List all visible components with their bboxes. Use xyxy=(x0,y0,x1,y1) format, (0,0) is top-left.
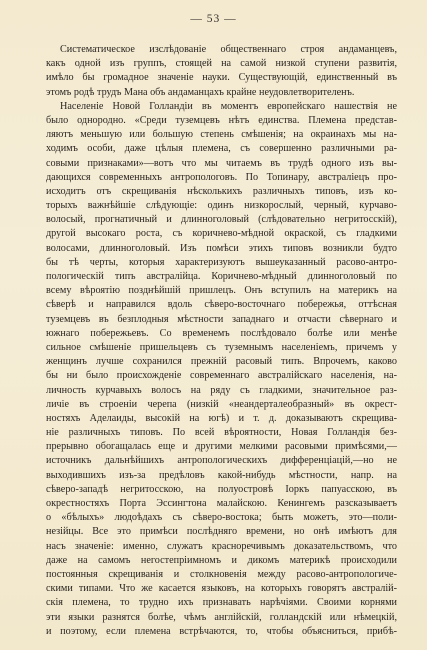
page-body xyxy=(46,43,397,639)
text-line: ляютъ меньшую или большую степень смѣшенія; на окраинахъ мы на- xyxy=(46,129,397,141)
text-line: женщинъ лучше сохранился прежній расовый типъ. Впрочемъ, каково xyxy=(46,356,397,368)
text-line: прерывно обогащалась еще и другими мелкими расовыми примѣсями,— xyxy=(46,441,397,453)
text-line: окрестностяхъ Порта Эссингтона малайскою. Кенингемъ разсказываетъ xyxy=(46,498,397,509)
text-line: исходитъ отъ скрещиванія нѣсколькихъ различныхъ типовъ, изъ ко- xyxy=(46,185,397,197)
text-line: пологическій типъ австралійца. Коричнево-мѣдный длинноголовый по xyxy=(46,271,397,282)
text-line: дающихся современныхъ антропологовъ. По Топинару, австраліецъ про- xyxy=(46,171,397,183)
text-line: о «бѣлыхъ» людоѣдахъ съ сѣверо-востока; быть можетъ, это—поли- xyxy=(46,512,397,524)
text-line: совыми признаками»—вотъ что мы читаемъ въ трудѣ одного изъ вы- xyxy=(46,157,397,169)
text-line: Систематическое изслѣдованіе общественнаго строя андаманцевъ, xyxy=(60,44,397,55)
text-line: бы тѣ черты, которыя характеризуютъ вышеуказанный расово-антро- xyxy=(46,256,397,268)
text-line: скими типами. Что же касается языковъ, на которыхъ говорятъ австралій- xyxy=(46,583,397,595)
paragraph-2 xyxy=(46,100,397,639)
text-line: торыхъ важнѣйшіе слѣдующіе: одинъ низкорослый, черный, курчаво- xyxy=(46,200,397,212)
text-line: постоянныя скрещиванія и столкновенія между расово-антропологиче- xyxy=(46,568,397,580)
text-line: личность курчавыхъ волосъ на ряду съ гладкими, значительное раз- xyxy=(46,384,397,396)
page-number: — 53 — xyxy=(190,13,237,25)
paragraph-1 xyxy=(46,43,397,100)
text-line: сѣверо-западѣ негритосскою, на полуостровѣ Іоркъ папуасскою, въ xyxy=(46,483,397,495)
text-line: какъ одной изъ группъ, стоящей на самой низкой ступени развитія, xyxy=(46,58,397,70)
text-line: Населеніе Новой Голландіи въ моментъ европейскаго нашествія не xyxy=(60,100,397,112)
text-line: этомъ родѣ трудъ Мана объ андаманцахъ крайне неудовлетворителенъ. xyxy=(46,86,355,98)
text-line: другой высокаго роста, съ коричнево-мѣдной окраской, съ гладкими xyxy=(46,228,397,240)
text-line: ностяхъ Аделаиды, высокій на югѣ) и т. д. доказываютъ скрещива- xyxy=(46,412,397,424)
text-line: имѣло бы громадное значеніе науки. Существующій, единственный въ xyxy=(46,72,397,84)
text-line: эти языки разнятся болѣе, чѣмъ англійскій, голландскій или нѣмецкій, xyxy=(46,611,397,623)
text-line: насъ значеніе: именно, служатъ красноречивымъ доказательствомъ, что xyxy=(46,540,397,552)
text-line: сѣверѣ и направился вдоль сѣверо-восточнаго побережья, оттѣсная xyxy=(46,299,397,311)
text-line: и поэтому, если племена встрѣчаются, то, чтобы объясниться, прибѣ- xyxy=(46,625,397,637)
text-line: ніе различныхъ типовъ. По всей вѣроятности, Новая Голландія без- xyxy=(46,427,397,439)
text-line: туземцевъ въ безплодныя мѣстности западнаго и отчасти сѣвернаго и xyxy=(46,313,397,325)
text-line: источникъ дальнѣйшихъ антропологическихъ дифференціацій,—но не xyxy=(46,455,397,467)
text-line: волосый, прогнатичный и длинноголовый (слѣдовательно негритосскій), xyxy=(46,214,397,226)
text-line: даже на самомъ негостепріимномъ и дикомъ материкѣ происходили xyxy=(46,554,397,566)
text-line: сильное смѣшеніе пришельцевъ съ туземнымъ населеніемъ, причемъ у xyxy=(46,341,397,353)
text-line: всему вѣроятію позднѣйшій пришлецъ. Онъ вступилъ на материкъ на xyxy=(46,285,397,297)
text-line: было однородно. «Среди туземцевъ нѣтъ единства. Племена представ- xyxy=(46,114,397,126)
text-line: скія племена, то трудно ихъ признавать нарѣчіями. Своими корнями xyxy=(46,597,397,609)
text-line: волосами, длинноголовый. Изъ помѣси этихъ типовъ возникли будто xyxy=(46,242,397,254)
text-line: личіе въ строеніи черепа (низкій «неандерталеобразный» въ окрест- xyxy=(46,398,397,410)
text-line: ходимъ особи, даже цѣлыя племена, съ совершенно различными ра- xyxy=(46,143,397,155)
text-line: южнаго побережьевъ. Со временемъ послѣдовало болѣе или менѣе xyxy=(46,327,397,339)
text-line: выходившихъ изъ-за предѣловъ какой-нибудь мѣстности, напр. на xyxy=(46,469,397,481)
text-line: незійцы. Все это примѣси послѣдняго времени, но онѣ имѣютъ для xyxy=(46,526,397,538)
text-line: бы ни было происхожденіе современнаго австралійскаго населенія, на- xyxy=(46,370,397,382)
